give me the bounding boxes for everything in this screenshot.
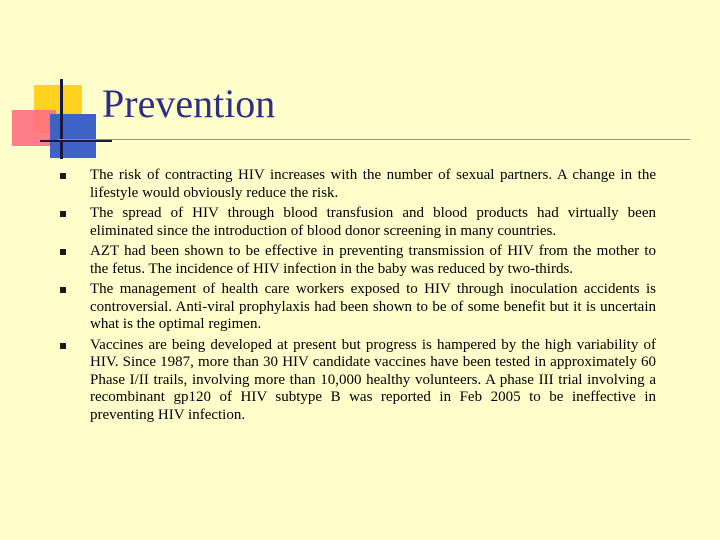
bullet-square-icon (60, 343, 66, 349)
logo-vertical-line (60, 79, 63, 159)
bullet-item (60, 167, 656, 202)
bullet-text: Vaccines are being developed at present but progress is hampered by the high variability of HIV. Since 1987, more than 30 HIV candidate vaccines have been tested in approximately 60 Phase I/II trails, involving more than 10,000 healthy volunteers. A phase III trial involving a recombinant gp120 of HIV subtype B was reported in Feb 2005 to be ineffective in preventing HIV infection. (90, 336, 656, 423)
bullet-list (60, 167, 656, 427)
bullet-text: The spread of HIV through blood transfusion and blood products had virtually been eliminated since the introduction of blood donor screening in many countries. (90, 205, 656, 239)
bullet-text: AZT had been shown to be effective in preventing transmission of HIV from the mother to the fetus. The incidence of HIV infection in the baby was reduced by two-thirds. (90, 243, 656, 277)
logo-blue-square (50, 114, 96, 158)
bullet-item (60, 337, 656, 425)
title-underline (58, 139, 690, 140)
bullet-item (60, 281, 656, 334)
bullet-item (60, 243, 656, 278)
logo-horizontal-line (40, 140, 112, 142)
bullet-square-icon (60, 287, 66, 293)
bullet-item (60, 205, 656, 240)
bullet-square-icon (60, 249, 66, 255)
bullet-text: The risk of contracting HIV increases with the number of sexual partners. A change in the lifestyle would obviously reduce the risk. (90, 167, 656, 201)
slide-title: Prevention (102, 81, 276, 126)
bullet-square-icon (60, 211, 66, 217)
bullet-text: The management of health care workers exposed to HIV through inoculation accidents is controversial. Anti-viral prophylaxis had been shown to be of some benefit but it is uncertain what is the optimal regimen. (90, 281, 656, 332)
bullet-square-icon (60, 173, 66, 179)
